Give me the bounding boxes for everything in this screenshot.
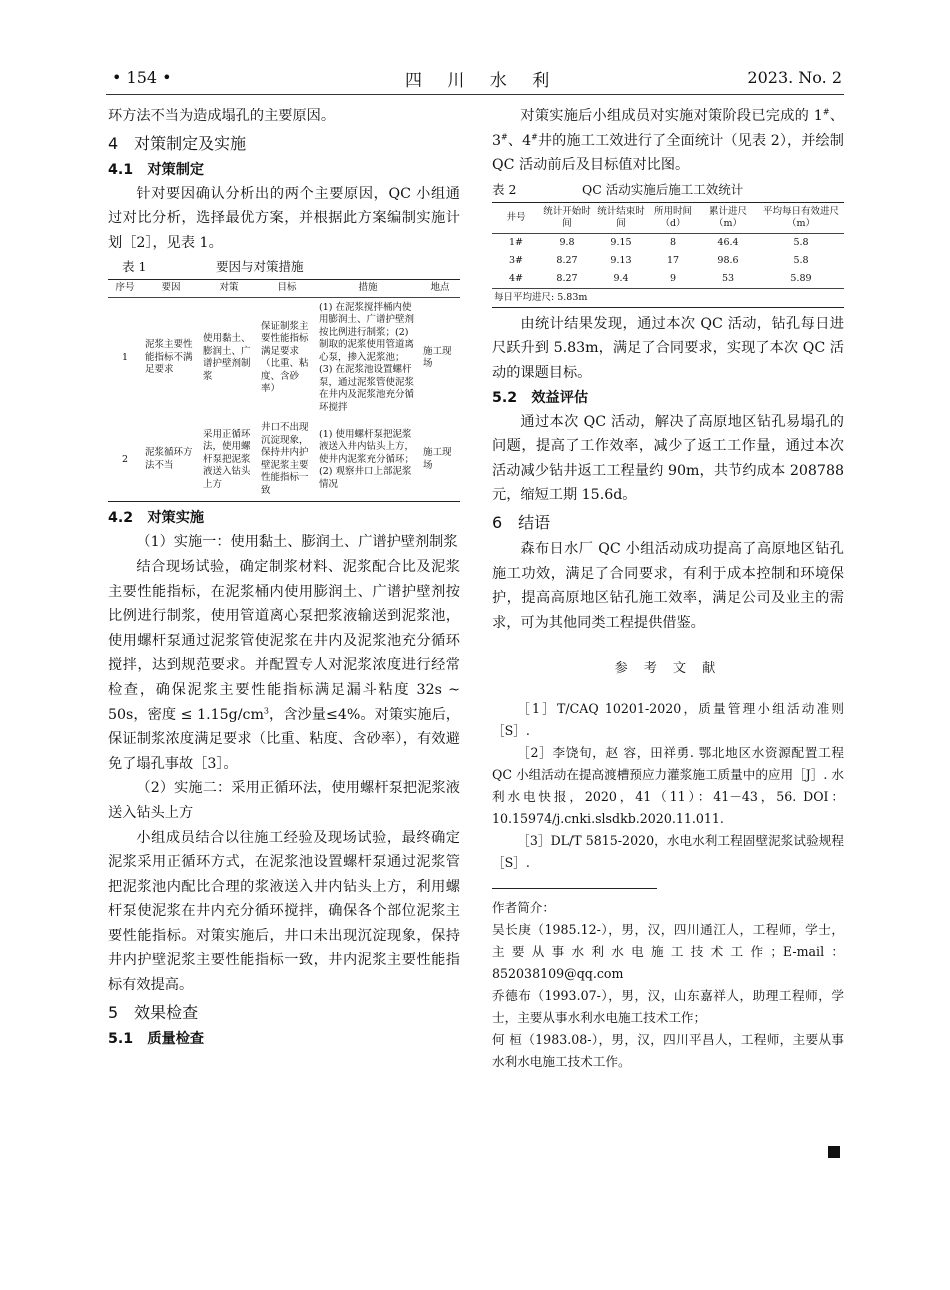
table1-title: 要因与对策措施 (215, 259, 304, 275)
section-4-heading: 4 对策制定及实施 (108, 133, 247, 153)
table-cell: 施工现场 (423, 345, 452, 370)
table-cell: 4# (508, 272, 523, 284)
author-bio: 何 桓（1983.08-），男，汉，四川平昌人，工程师，主要从事水利水电施工技术工作。 (492, 1031, 844, 1069)
table-cell: 5.8 (793, 254, 809, 266)
measure-1-text-b: ，含沙量≤4%。对策实施后，保证制浆浓度满足要求（比重、粘度、含砂率），有效避免了塌孔事故［3］。 (108, 706, 460, 772)
table-cell: 5.89 (790, 272, 812, 284)
table2-footer: 每日平均进尺: 5.83m (492, 288, 844, 307)
text-run: 、3 (492, 108, 844, 149)
table-cell: 采用正循环法，使用螺杆泵把泥浆液送入钻头上方 (200, 418, 258, 502)
superscript: # (501, 131, 508, 141)
section-4-1-heading: 4.1 对策制定 (108, 161, 205, 178)
table1-header: 要因 (142, 280, 200, 298)
table2-header-row (492, 202, 844, 233)
table1-header: 对策 (200, 280, 258, 298)
table2 (492, 202, 844, 308)
end-mark (828, 1146, 840, 1158)
table2-title: QC 活动实施后施工工效统计 (581, 181, 744, 197)
superscript: # (822, 107, 830, 117)
table-cell: 2 (108, 418, 142, 502)
table-cell: 泥浆主要性能指标不满足要求 (145, 339, 193, 376)
table1-header-row (108, 280, 460, 298)
footnote-rule (492, 888, 657, 889)
table1-label: 表 1 (122, 259, 147, 275)
conclusion-paragraph: 森布日水厂 QC 小组活动成功提高了高原地区钻孔施工功效，满足了合同要求，有利于成本控制和环境保护，提高高原地区钻孔施工效率，满足公司及业主的需求，可为其他同类工程提供借鉴。 (492, 540, 844, 631)
table-cell: 9.15 (610, 236, 632, 248)
text-run: 、4 (507, 132, 532, 149)
superscript: 3 (263, 705, 270, 715)
section-5-1-heading: 5.1 质量检查 (108, 1030, 205, 1047)
references-heading: 参 考 文 献 (614, 661, 722, 677)
table-cell: 施工现场 (420, 418, 460, 502)
right-column (492, 104, 844, 1073)
table-cell: 泥浆循环方法不当 (142, 418, 200, 502)
stats-result-paragraph: 由统计结果发现，通过本次 QC 活动，钻孔每日进尺跃升到 5.83m，满足了合同要求，实现了本次 QC 活动的课题目标。 (492, 315, 844, 381)
section-5-heading: 5 效果检查 (108, 1002, 199, 1022)
table1-header: 目标 (258, 280, 316, 298)
table1-header: 地点 (420, 280, 460, 298)
table-cell: 8.27 (556, 272, 578, 284)
measure-2-paragraph: 小组成员结合以往施工经验及现场试验，最终确定泥浆采用正循环方式，在泥浆池设置螺杆泵通过泥浆管把泥浆池内配比合理的浆液送入井内钻头上方，利用螺杆泵使泥浆在井内充分循环搅拌，确保各个部位泥浆主要性能指标。对策实施后，井口未出现沉淀现象，保持井内护壁泥浆主要性能指标一致，井内泥浆主要性能指标有效提高。 (108, 829, 460, 994)
table2-caption (492, 180, 844, 200)
text-run: 井的施工工效进行了全面统计（见表 2），并绘制 QC 活动前后及目标值对比图。 (492, 132, 844, 174)
issue-label: 2023. No. 2 (747, 68, 842, 87)
reference-item: ［3］DL/T 5815-2020，水电水利工程固壁泥浆试验规程［S］. (492, 832, 844, 870)
section-6-heading: 6 结语 (492, 512, 551, 532)
text-run: 对策实施后小组成员对实施对策阶段已完成的 1 (520, 108, 823, 124)
table2-header: 平均每日有效进尺（m） (758, 202, 844, 233)
intro-paragraph: 环方法不当为造成塌孔的主要原因。 (108, 108, 336, 124)
reference-item: ［1］T/CAQ 10201-2020，质量管理小组活动准则［S］. (492, 700, 844, 738)
table2-header: 井号 (492, 202, 540, 233)
table-cell: 3# (508, 254, 523, 266)
table1-header: 序号 (108, 280, 142, 298)
measure-1-title: （1）实施一：使用黏土、膨润土、广谱护壁剂制浆 (136, 534, 458, 551)
table-cell: 53 (721, 272, 735, 284)
superscript: # (531, 131, 538, 141)
stats-intro-paragraph (492, 104, 844, 178)
table-cell: 保证制浆主要性能指标满足要求（比重、粘度、含砂率） (261, 320, 309, 395)
journal-title: 四 川 水 利 (405, 71, 560, 91)
table-cell: 1# (508, 236, 523, 248)
table-cell: 井口不出现沉淀现象，保持井内护壁泥浆主要性能指标一致 (258, 418, 316, 502)
section-4-2-heading: 4.2 对策实施 (108, 510, 205, 527)
left-column (108, 104, 460, 1051)
table-cell: (1) 使用螺杆泵把泥浆液送入井内钻头上方，使井内泥浆充分循环；(2) 观察井口上部泥浆情况 (316, 418, 420, 502)
table1-caption (108, 257, 460, 277)
table1-header: 措施 (316, 280, 420, 298)
table-row (492, 252, 844, 270)
table1 (108, 279, 460, 502)
table-row (108, 418, 460, 502)
table-cell: 98.6 (717, 254, 739, 266)
table-cell: 5.8 (793, 236, 809, 248)
table-cell: 9.8 (559, 236, 575, 248)
measure-1-text-a: 结合现场试验，确定制浆材料、泥浆配合比及泥浆主要性能指标，在泥浆桶内使用膨润土、广谱护壁剂按比例进行制浆，使用管道离心泵把浆液输送到泥浆池，使用螺杆泵通过泥浆管使泥浆在井内及泥浆池充分循环搅拌，达到规范要求。并配置专人对泥浆浓度进行经常检查，确保泥浆主要性能指标满足漏斗粘度 32s ~ 50s，密度 ≤ 1.15g/cm (108, 558, 460, 723)
table2-label: 表 2 (492, 181, 517, 197)
section-4-1-paragraph: 针对要因确认分析出的两个主要原因，QC 小组通过对比分析，选择最优方案，并根据此方案编制实施计划［2］，见表 1。 (108, 185, 460, 251)
table-cell: 8 (669, 236, 677, 248)
table2-header: 累计进尺（m） (698, 202, 758, 233)
author-bio: 吴长庚（1985.12-），男，汉，四川通江人，工程师，学士，主要从事水利水电施工技术工作；E-mail：852038109@qq.com (492, 921, 844, 981)
table-cell: 使用黏土、膨润土、广谱护壁剂制浆 (203, 333, 251, 382)
header-rule (106, 94, 844, 95)
reference-item: ［2］李饶旬，赵 容，田祥勇. 鄂北地区水资源配置工程 QC 小组活动在提高渡槽预应力灌浆施工质量中的应用［J］. 水利水电快报，2020，41（11）：41－43，56. DOI：10.15974/j.cnki.slsdkb.2020.11.011. (492, 744, 844, 826)
measure-2-title: （2）实施二：采用正循环法，使用螺杆泵把泥浆液送入钻头上方 (108, 780, 460, 821)
table-row (108, 297, 460, 418)
table-row (492, 270, 844, 289)
table2-footer-row (492, 288, 844, 307)
page-number: • 154 • (112, 68, 172, 87)
table-cell: 9.4 (613, 272, 629, 284)
table-cell: (1) 在泥浆搅拌桶内使用膨润土、广谱护壁剂按比例进行制浆；(2) 制取的泥浆使用管道离心泵，掺入泥浆池；(3) 在泥浆池设置螺杆泵，通过泥浆管使泥浆在井内及泥浆池充分循环搅拌 (319, 301, 415, 413)
measure-1-paragraph (108, 555, 460, 776)
table-cell: 17 (666, 254, 680, 266)
author-bio-heading: 作者简介： (492, 899, 555, 915)
table-cell: 9.13 (610, 254, 632, 266)
table-cell: 8.27 (556, 254, 578, 266)
table2-header: 统计结束时间 (594, 202, 648, 233)
table-row (492, 233, 844, 252)
table2-header: 所用时间（d） (648, 202, 698, 233)
author-bio: 乔德布（1993.07-），男，汉，山东嘉祥人，助理工程师，学士，主要从事水利水电施工技术工作； (492, 987, 844, 1025)
benefit-paragraph: 通过本次 QC 活动，解决了高原地区钻孔易塌孔的问题，提高了工作效率，减少了返工工作量，通过本次活动减少钻井返工工程量约 90m，共节约成本 208788 元，缩短工期 15.6d。 (492, 413, 844, 504)
table-cell: 46.4 (717, 236, 739, 248)
section-5-2-heading: 5.2 效益评估 (492, 389, 589, 406)
table-cell: 1 (121, 351, 129, 363)
table2-header: 统计开始时间 (540, 202, 594, 233)
table-cell: 9 (669, 272, 677, 284)
